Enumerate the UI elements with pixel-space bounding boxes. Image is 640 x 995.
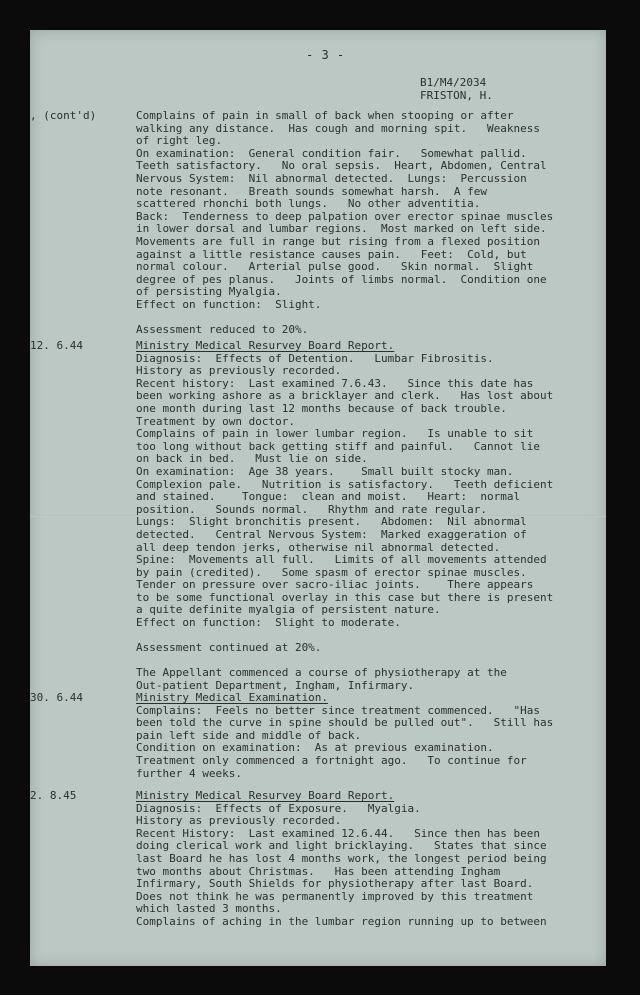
entry-line: in lower dorsal and lumbar regions. Most marked on left side. <box>136 222 547 236</box>
entry-line: Treatment by own doctor. <box>136 414 295 428</box>
entry-line: all deep tendon jerks, otherwise nil abnormal detected. <box>136 540 501 554</box>
entry-heading: Ministry Medical Resurvey Board Report. <box>136 339 395 352</box>
entry-date: 12. 6.44 <box>30 339 83 352</box>
entry-line: On examination: Age 38 years. Small built stocky man. <box>136 464 514 478</box>
entry-body <box>136 340 596 693</box>
entry-line: Lungs: Slight bronchitis present. Abdomen: Nil abnormal <box>136 515 527 529</box>
patient-name: FRISTON, H. <box>420 89 493 102</box>
entry-line: Condition on examination: As at previous examination. <box>136 741 494 755</box>
entry-line: degree of pes planus. Joints of limbs normal. Condition one <box>136 272 547 286</box>
entry-line: been told the curve in spine should be pulled out". Still has <box>136 716 554 730</box>
entry-line: Diagnosis: Effects of Exposure. Myalgia. <box>136 801 421 815</box>
entry-body <box>136 790 596 929</box>
entry-line: Complains: Feels no better since treatment commenced. "Has <box>136 703 540 717</box>
document-page <box>30 30 606 966</box>
entry-line: been working ashore as a bricklayer and clerk. Has lost about <box>136 389 554 403</box>
reference-code: B1/M4/2034 <box>420 76 487 89</box>
entry-line: two months about Christmas. Has been attending Ingham <box>136 864 501 878</box>
entry-date: 2. 8.45 <box>30 789 77 802</box>
entry-line: Out-patient Department, Ingham, Infirmary. <box>136 679 415 693</box>
entry-line: and stained. Tongue: clean and moist. Heart: normal <box>136 490 521 504</box>
entry-line: History as previously recorded. <box>136 814 342 828</box>
entry-line: Infirmary, South Shields for physiotherapy after last Board. <box>136 877 534 891</box>
entry-line: Spine: Movements all full. Limits of all movements attended <box>136 553 547 567</box>
entry-line: of right leg. <box>136 134 223 148</box>
entry-line: scattered rhonchi both lungs. No other adventitia. <box>136 197 481 211</box>
entry-line: normal colour. Arterial pulse good. Skin normal. Slight <box>136 260 534 274</box>
entry-line: to be some functional overlay in this case but there is present <box>136 590 554 604</box>
entry-line: note resonant. Breath sounds somewhat harsh. A few <box>136 184 487 198</box>
page-number: - 3 - <box>306 48 345 62</box>
entry-line: History as previously recorded. <box>136 364 342 378</box>
entry-line: too long without back getting stiff and painful. Cannot lie <box>136 439 540 453</box>
entry-line: of persisting Myalgia. <box>136 285 282 299</box>
entry-line: Back: Tenderness to deep palpation over erector spinae muscles <box>136 209 554 223</box>
entry-line: Recent History: Last examined 12.6.44. Since then has been <box>136 826 540 840</box>
entry-line: Movements are full in range but rising from a flexed position <box>136 234 540 248</box>
entry-line: Effect on function: Slight to moderate. <box>136 616 401 630</box>
entry-line: Tender on pressure over sacro-iliac joints. There appears <box>136 578 534 592</box>
assessment-line: Assessment reduced to 20%. <box>136 323 309 337</box>
entry-line: Nervous System: Nil abnormal detected. Lungs: Percussion <box>136 171 527 185</box>
entry-line: further 4 weeks. <box>136 766 242 780</box>
entry-line: Complains of aching in the lumbar region running up to between <box>136 914 547 928</box>
entry-body <box>136 110 596 337</box>
assessment-line: Assessment continued at 20%. <box>136 641 322 655</box>
entry-line: detected. Central Nervous System: Marked exaggeration of <box>136 527 527 541</box>
case-reference <box>420 76 493 102</box>
entry-line: last Board he has lost 4 months work, the longest period being <box>136 851 547 865</box>
entry-line: Complains of pain in lower lumbar region. Is unable to sit <box>136 427 534 441</box>
entry-date: , (cont'd) <box>30 109 97 122</box>
entry-line: pain left side and middle of back. <box>136 728 362 742</box>
entry-line: position. Sounds normal. Rhythm and rate regular. <box>136 502 487 516</box>
entry-body <box>136 692 596 780</box>
entry-line: Complexion pale. Nutrition is satisfactory. Teeth deficient <box>136 477 554 491</box>
entry-line: against a little resistance causes pain. Feet: Cold, but <box>136 247 527 261</box>
entry-line: a quite definite myalgia of persistent nature. <box>136 603 441 617</box>
entry-line: one month during last 12 months because of back trouble. <box>136 401 507 415</box>
entry-line: on back in bed. Must lie on side. <box>136 452 368 466</box>
entry-line: doing clerical work and light bricklaying. States that since <box>136 839 547 853</box>
entry-line: which lasted 3 months. <box>136 902 282 916</box>
entry-line: Diagnosis: Effects of Detention. Lumbar Fibrositis. <box>136 351 494 365</box>
entry-line: by pain (credited). Some spasm of erector spinae muscles. <box>136 565 527 579</box>
entry-heading: Ministry Medical Resurvey Board Report. <box>136 789 395 802</box>
entry-line: Does not think he was permanently improved by this treatment <box>136 889 534 903</box>
entry-line: The Appellant commenced a course of physiotherapy at the <box>136 666 507 680</box>
entry-line: Complains of pain in small of back when stooping or after <box>136 109 514 122</box>
entry-line: On examination: General condition fair. Somewhat pallid. <box>136 146 527 160</box>
entry-date: 30. 6.44 <box>30 691 83 704</box>
entry-line: walking any distance. Has cough and morning spit. Weakness <box>136 121 540 135</box>
entry-line: Effect on function: Slight. <box>136 297 322 311</box>
entry-line: Recent history: Last examined 7.6.43. Since this date has <box>136 376 534 390</box>
entry-heading: Ministry Medical Examination. <box>136 691 329 704</box>
entry-line: Treatment only commenced a fortnight ago. To continue for <box>136 753 527 767</box>
entry-line: Teeth satisfactory. No oral sepsis. Heart, Abdomen, Central <box>136 159 547 173</box>
